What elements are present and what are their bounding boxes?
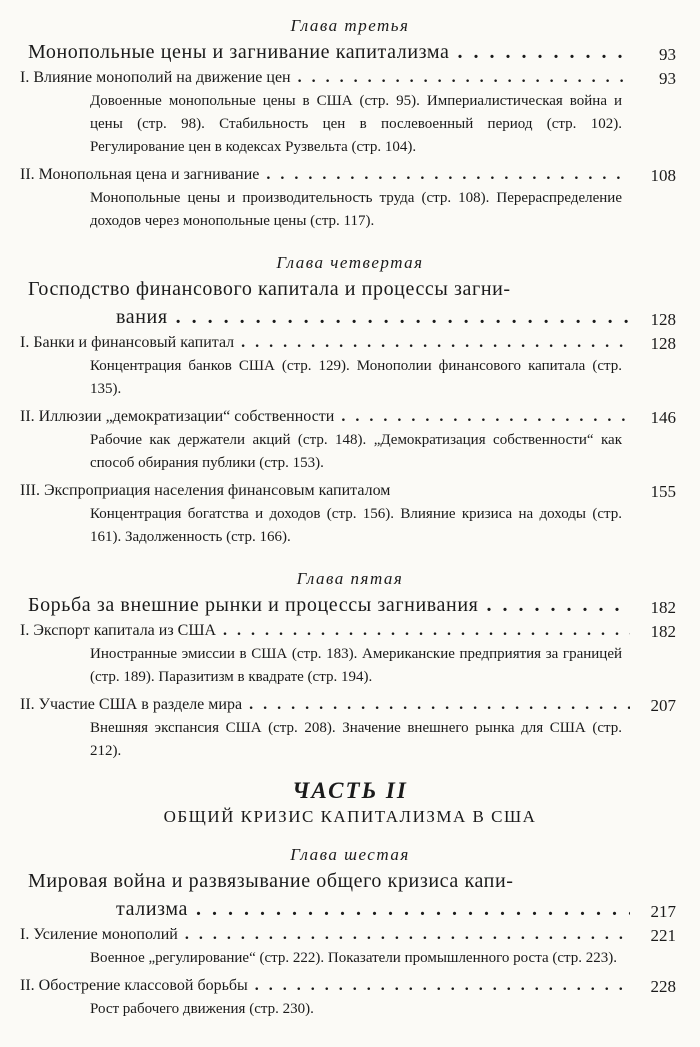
section-entry xyxy=(0,405,700,429)
section-description: Военное „регулирование“ (стр. 222). Показатели промышленного роста (стр. 223). xyxy=(90,950,617,966)
page-number: 146 xyxy=(650,408,676,427)
section-title: II. Иллюзии „демократизации“ собственности . . . xyxy=(0,405,630,429)
chapter-title: Монопольные цены и загнивание капитализма . . . xyxy=(0,38,630,66)
section-entry xyxy=(0,479,700,503)
chapter-title-line1: Господство финансового капитала и процессы загни- xyxy=(28,278,511,300)
section-entry xyxy=(0,923,700,947)
chapter-label: Глава пятая xyxy=(296,569,404,588)
page-number: 155 xyxy=(650,482,676,501)
page-number: 228 xyxy=(650,977,676,996)
section-description: Внешняя экспансия США (стр. 208). Значение внешнего рынка для США (стр. 212). xyxy=(90,720,622,759)
section-title: II. Обострение классовой борьбы . . . xyxy=(0,974,630,998)
chapter-title: Борьба за внешние рынки и процессы загнивания . . . xyxy=(0,591,630,619)
chapter-title-line2: тализма . . . xyxy=(0,895,630,923)
chapter-title-line1: Мировая война и развязывание общего кризиса капи- xyxy=(28,870,514,892)
section-title: II. Монопольная цена и загнивание . . . xyxy=(0,163,630,187)
section-description: Концентрация богатства и доходов (стр. 156). Влияние кризиса на доходы (стр. 161). Задолженность (стр. 166). xyxy=(90,506,622,545)
section-entry xyxy=(0,66,700,90)
section-title: II. Участие США в разделе мира . . . xyxy=(0,693,630,717)
page-number: 182 xyxy=(650,622,676,641)
section-description: Иностранные эмиссии в США (стр. 183). Американские предприятия за границей (стр. 189). Паразитизм в квадрате (стр. 194). xyxy=(90,646,622,685)
section-entry xyxy=(0,331,700,355)
table-of-contents xyxy=(0,14,700,1021)
page-number: 108 xyxy=(650,166,676,185)
section-entry xyxy=(0,693,700,717)
part-heading: ЧАСТЬ II xyxy=(292,778,408,803)
section-description: Рабочие как держатели акций (стр. 148). „Демократизация собственности“ как способ обирания публики (стр. 153). xyxy=(90,432,622,471)
section-entry xyxy=(0,163,700,187)
section-description: Монопольные цены и производительность труда (стр. 108). Перераспределение доходов через монопольные цены (стр. 117). xyxy=(90,190,622,229)
page-number: 207 xyxy=(650,696,676,715)
section-description: Довоенные монопольные цены в США (стр. 95). Империалистическая война и цены (стр. 98). Стабильность цен в послевоенный период (стр. 102). Регулирование цен в кодексах Рузвельта (стр. 104). xyxy=(90,93,622,155)
section-title: I. Влияние монополий на движение цен . . . xyxy=(0,66,630,90)
chapter-title-entry xyxy=(0,303,700,331)
page-number: 128 xyxy=(650,334,676,353)
section-description: Рост рабочего движения (стр. 230). xyxy=(90,1001,314,1017)
chapter-title-line2: вания . . . xyxy=(0,303,630,331)
page-number: 217 xyxy=(650,902,676,921)
section-title: I. Экспорт капитала из США . . . xyxy=(0,619,630,643)
chapter-label: Глава третья xyxy=(290,16,410,35)
page-number: 182 xyxy=(650,598,676,617)
chapter-label: Глава четвертая xyxy=(276,253,424,272)
section-entry xyxy=(0,974,700,998)
chapter-title-entry xyxy=(0,591,700,619)
section-description: Концентрация банков США (стр. 129). Монополии финансового капитала (стр. 135). xyxy=(90,358,622,397)
chapter-title-entry xyxy=(0,38,700,66)
page-number: 93 xyxy=(659,45,676,64)
chapter-label: Глава шестая xyxy=(290,845,410,864)
part-subheading: ОБЩИЙ КРИЗИС КАПИТАЛИЗМА В США xyxy=(163,807,537,826)
section-entry xyxy=(0,619,700,643)
page-number: 128 xyxy=(650,310,676,329)
section-title: I. Усиление монополий . . . xyxy=(0,923,630,947)
section-title: I. Банки и финансовый капитал . . . xyxy=(0,331,630,355)
section-title: III. Экспроприация населения финансовым капиталом xyxy=(20,482,391,499)
page-number: 93 xyxy=(659,69,676,88)
chapter-title-entry xyxy=(0,895,700,923)
page-number: 221 xyxy=(650,926,676,945)
